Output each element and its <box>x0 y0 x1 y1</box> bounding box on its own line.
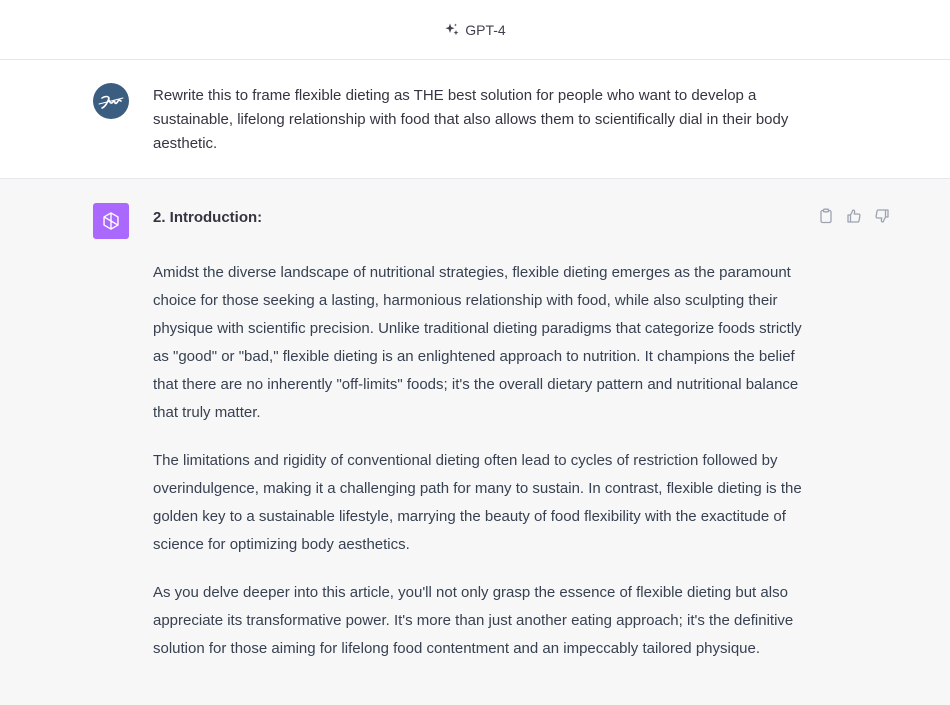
response-paragraph: The limitations and rigidity of conventional dieting often lead to cycles of restriction followed by overindulgence, making it a challenging path for many to sustain. In contrast, flexible dieting is the golden key to a sustainable lifestyle, marrying the beauty of food flexibility with the exactitude of science for optimizing body aesthetics. <box>153 452 802 553</box>
sparkle-icon <box>444 22 460 38</box>
model-selector[interactable] <box>444 22 505 38</box>
openai-logo-icon <box>93 203 129 239</box>
model-name: GPT-4 <box>465 21 506 38</box>
thumbs-down-button[interactable] <box>872 206 892 226</box>
message-actions <box>816 206 892 226</box>
copy-button[interactable] <box>816 206 836 226</box>
thumbs-down-icon <box>874 208 890 224</box>
response-heading: 2. Introduction: <box>153 209 263 226</box>
thumbs-up-icon <box>846 208 862 224</box>
assistant-message-content <box>153 206 813 683</box>
user-message-text: Rewrite this to frame flexible dieting as THE best solution for people who want to develop a sustainable, lifelong relationship with food that also allows them to scientifically dial in their body aesthetic. <box>153 87 789 152</box>
thumbs-up-button[interactable] <box>844 206 864 226</box>
top-bar <box>0 0 950 60</box>
user-avatar <box>93 83 129 119</box>
user-message <box>0 60 950 179</box>
response-paragraph: As you delve deeper into this article, you'll not only grasp the essence of flexible dieting but also appreciate its transformative power. It's more than just another eating approach; it's the definitive solution for those aiming for lifelong food contentment and an impeccably tailored physique. <box>153 584 794 657</box>
clipboard-icon <box>818 208 834 224</box>
assistant-message <box>0 179 950 705</box>
response-paragraph: Amidst the diverse landscape of nutritional strategies, flexible dieting emerges as the paramount choice for those seeking a lasting, harmonious relationship with food, while also sculpting their physique with scientific precision. Unlike traditional dieting paradigms that categorize foods strictly as "good" or "bad," flexible dieting is an enlightened approach to nutrition. It champions the belief that there are no inherently "off-limits" foods; it's the overall dietary pattern and nutritional balance that truly matter. <box>153 264 802 421</box>
